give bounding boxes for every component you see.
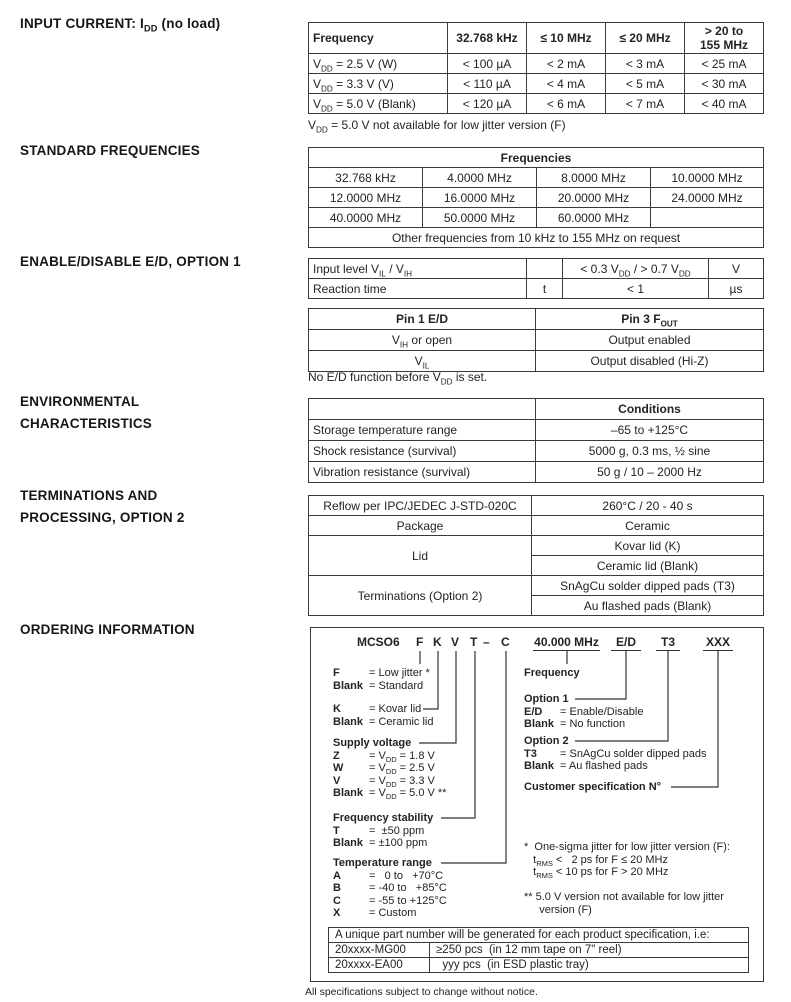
table-cell: $V_{DD} = 5.0$ V (Blank) bbox=[309, 94, 448, 114]
table-cell: 260°C / 20 - 40 s bbox=[532, 496, 764, 516]
table-row bbox=[309, 54, 764, 74]
table-cell: ≤ 10 MHz bbox=[527, 23, 606, 54]
legend-temp-range bbox=[333, 857, 447, 920]
diagram-line: F = Low jitter * bbox=[333, 667, 430, 679]
heading-input-current: INPUT CURRENT: $I_{DD}$ (no load) bbox=[20, 16, 221, 34]
table-row bbox=[309, 420, 764, 441]
legend-customer-spec bbox=[524, 781, 661, 794]
table-cell: 20.0000 MHz bbox=[537, 188, 651, 208]
table-cell bbox=[651, 208, 764, 228]
table-cell: 24.0000 MHz bbox=[651, 188, 764, 208]
part-number-stability-code: T bbox=[470, 635, 478, 649]
unique-part-number-table bbox=[328, 927, 749, 973]
table-row bbox=[309, 94, 764, 114]
table-cell: Reflow per IPC/JEDEC J-STD-020C bbox=[309, 496, 532, 516]
table-row bbox=[309, 496, 764, 516]
diagram-line: $t_{RMS} < 10$ ps for F > 20 MHz bbox=[524, 866, 669, 881]
table-cell: Pin 3 $F_{OUT}$ bbox=[536, 309, 764, 330]
table-row bbox=[329, 958, 749, 973]
diagram-line: Blank = No function bbox=[524, 718, 626, 731]
table-cell: ≥250 pcs (in 12 mm tape on 7" reel) bbox=[430, 943, 749, 958]
heading-terminations-2: PROCESSING, OPTION 2 bbox=[20, 510, 185, 525]
terminations-table bbox=[308, 495, 764, 616]
table-row bbox=[309, 259, 764, 279]
table-cell: < 0.3 $V_{DD}$ / > 0.7 $V_{DD}$ bbox=[563, 259, 709, 279]
table-cell: Conditions bbox=[536, 399, 764, 420]
legend-option2 bbox=[524, 735, 706, 773]
table-cell: Input level $V_{IL} / V_{IH}$ bbox=[309, 259, 527, 279]
diagram-line: Option 2 bbox=[524, 735, 569, 747]
footnote-5v bbox=[524, 891, 724, 916]
diagram-line: Option 1 bbox=[524, 693, 569, 705]
diagram-line: T3 = SnAgCu solder dipped pads bbox=[524, 747, 707, 760]
ordering-diagram-box bbox=[310, 627, 764, 982]
table-cell: < 7 mA bbox=[606, 94, 685, 114]
table-cell: Output disabled (Hi-Z) bbox=[536, 351, 764, 372]
standard-frequencies-table bbox=[308, 147, 764, 248]
part-number-prefix: MCSO6 bbox=[357, 635, 400, 649]
table-cell bbox=[527, 259, 563, 279]
diagram-line: Frequency stability bbox=[333, 812, 434, 824]
diagram-line: E/D = Enable/Disable bbox=[524, 705, 644, 718]
table-cell: 10.0000 MHz bbox=[651, 168, 764, 188]
part-number-dash: – bbox=[483, 635, 490, 649]
table-cell: 50 g / 10 – 2000 Hz bbox=[536, 462, 764, 483]
legend-frequency bbox=[524, 667, 580, 680]
input-current-note: $V_{DD} = 5.0$ V not available for low jitter version (F) bbox=[308, 118, 566, 135]
part-number-option2: T3 bbox=[656, 635, 680, 651]
table-cell: < 25 mA bbox=[685, 54, 764, 74]
table-cell: 8.0000 MHz bbox=[537, 168, 651, 188]
table-cell: > 20 to 155 MHz bbox=[685, 23, 764, 54]
diagram-line: ** 5.0 V version not available for low jitter bbox=[524, 891, 724, 903]
diagram-line: version (F) bbox=[524, 903, 592, 916]
heading-standard-frequencies: STANDARD FREQUENCIES bbox=[20, 143, 201, 158]
heading-terminations-1: TERMINATIONS AND bbox=[20, 488, 158, 503]
table-cell: Reaction time bbox=[309, 279, 527, 299]
table-cell: < 120 µA bbox=[448, 94, 527, 114]
table-row bbox=[309, 399, 764, 420]
table-cell: 4.0000 MHz bbox=[423, 168, 537, 188]
part-number-frequency: 40.000 MHz bbox=[534, 635, 599, 649]
table-cell: Output enabled bbox=[536, 330, 764, 351]
table-row bbox=[309, 462, 764, 483]
enable-disable-level-table bbox=[308, 258, 764, 299]
table-cell: Pin 1 E/D bbox=[309, 309, 536, 330]
diagram-line: T = ±50 ppm bbox=[333, 824, 425, 837]
table-row bbox=[309, 148, 764, 168]
diagram-line: $V = V_{DD} = 3.3$ V bbox=[333, 774, 435, 789]
heading-environmental-2: CHARACTERISTICS bbox=[20, 416, 153, 431]
table-cell: Package bbox=[309, 516, 532, 536]
table-cell: Terminations (Option 2) bbox=[309, 576, 532, 616]
part-number-temp-code: C bbox=[501, 635, 510, 649]
diagram-line: A = 0 to +70°C bbox=[333, 869, 444, 882]
table-cell: < 30 mA bbox=[685, 74, 764, 94]
table-row bbox=[309, 309, 764, 330]
table-cell: 60.0000 MHz bbox=[537, 208, 651, 228]
diagram-line: Temperature range bbox=[333, 857, 432, 869]
table-row bbox=[309, 330, 764, 351]
table-cell: < 110 µA bbox=[448, 74, 527, 94]
diagram-line: Blank = Standard bbox=[333, 679, 424, 692]
table-cell: < 2 mA bbox=[527, 54, 606, 74]
table-cell: Frequencies bbox=[309, 148, 764, 168]
part-number-option1: E/D bbox=[611, 635, 641, 651]
table-cell: Frequency bbox=[309, 23, 448, 54]
table-cell: Vibration resistance (survival) bbox=[309, 462, 536, 483]
table-cell: –65 to +125°C bbox=[536, 420, 764, 441]
diagram-line: Blank = $V_{DD} = 5.0$ V ** bbox=[333, 787, 447, 802]
table-cell: Ceramic lid (Blank) bbox=[532, 556, 764, 576]
diagram-line: B = -40 to +85°C bbox=[333, 882, 447, 895]
page-footer-disclaimer: All specifications subject to change without notice. bbox=[305, 986, 538, 998]
part-number-customer-spec: XXX bbox=[703, 635, 733, 651]
input-current-table bbox=[308, 22, 764, 114]
diagram-line: X = Custom bbox=[333, 907, 417, 920]
diagram-line: $W = V_{DD} = 2.5$ V bbox=[333, 762, 435, 777]
table-cell: < 1 bbox=[563, 279, 709, 299]
table-cell: < 40 mA bbox=[685, 94, 764, 114]
legend-jitter bbox=[333, 667, 430, 692]
table-row bbox=[309, 228, 764, 248]
table-cell: Au flashed pads (Blank) bbox=[532, 596, 764, 616]
table-cell: $V_{DD} = 2.5$ V (W) bbox=[309, 54, 448, 74]
diagram-line: Frequency bbox=[524, 667, 580, 679]
table-cell: Lid bbox=[309, 536, 532, 576]
table-row bbox=[309, 279, 764, 299]
table-cell: 32.768 kHz bbox=[448, 23, 527, 54]
table-row bbox=[309, 441, 764, 462]
diagram-line: Supply voltage bbox=[333, 737, 412, 749]
table-cell: Other frequencies from 10 kHz to 155 MHz on request bbox=[309, 228, 764, 248]
table-row bbox=[309, 23, 764, 54]
table-cell: < 6 mA bbox=[527, 94, 606, 114]
heading-enable-disable: ENABLE/DISABLE E/D, OPTION 1 bbox=[20, 254, 241, 269]
table-cell: 20xxxx-EA00 bbox=[329, 958, 430, 973]
diagram-line: Blank = Ceramic lid bbox=[333, 715, 434, 728]
table-cell bbox=[309, 399, 536, 420]
diagram-line: $t_{RMS} < 2$ ps for F ≤ 20 MHz bbox=[524, 853, 668, 868]
table-cell: < 3 mA bbox=[606, 54, 685, 74]
table-cell: Ceramic bbox=[532, 516, 764, 536]
table-cell: < 100 µA bbox=[448, 54, 527, 74]
heading-ordering-information: ORDERING INFORMATION bbox=[20, 622, 195, 637]
table-cell: 50.0000 MHz bbox=[423, 208, 537, 228]
table-cell: Storage temperature range bbox=[309, 420, 536, 441]
legend-freq-stability bbox=[333, 812, 433, 850]
table-cell: ≤ 20 MHz bbox=[606, 23, 685, 54]
table-cell: < 5 mA bbox=[606, 74, 685, 94]
part-number-lid-code: K bbox=[433, 635, 442, 649]
table-cell: $V_{IH}$ or open bbox=[309, 330, 536, 351]
table-row bbox=[309, 516, 764, 536]
table-cell: t bbox=[527, 279, 563, 299]
diagram-line: Customer specification N° bbox=[524, 781, 662, 793]
diagram-line: $Z = V_{DD} = 1.8$ V bbox=[333, 749, 435, 764]
diagram-line: * One-sigma jitter for low jitter version (F): bbox=[524, 841, 730, 853]
part-number-jitter-code: F bbox=[416, 635, 424, 649]
table-row bbox=[309, 576, 764, 596]
table-cell: $V_{IL}$ bbox=[309, 351, 536, 372]
table-cell: 20xxxx-MG00 bbox=[329, 943, 430, 958]
table-cell: Kovar lid (K) bbox=[532, 536, 764, 556]
enable-disable-note: No E/D function before $V_{DD}$ is set. bbox=[308, 370, 488, 387]
table-cell: µs bbox=[709, 279, 764, 299]
table-row bbox=[309, 351, 764, 372]
table-row bbox=[329, 943, 749, 958]
table-cell: 16.0000 MHz bbox=[423, 188, 537, 208]
footnote-jitter bbox=[524, 841, 730, 879]
diagram-line: C = -55 to +125°C bbox=[333, 894, 447, 907]
environmental-table bbox=[308, 398, 764, 483]
table-row bbox=[309, 188, 764, 208]
table-row bbox=[329, 928, 749, 943]
table-cell: $V_{DD} = 3.3$ V (V) bbox=[309, 74, 448, 94]
table-cell: yyy pcs (in ESD plastic tray) bbox=[430, 958, 749, 973]
table-cell: < 4 mA bbox=[527, 74, 606, 94]
table-cell: SnAgCu solder dipped pads (T3) bbox=[532, 576, 764, 596]
table-cell: 32.768 kHz bbox=[309, 168, 423, 188]
table-cell: 12.0000 MHz bbox=[309, 188, 423, 208]
legend-supply-voltage bbox=[333, 737, 446, 800]
diagram-line: Blank = Au flashed pads bbox=[524, 760, 648, 773]
table-cell: 40.0000 MHz bbox=[309, 208, 423, 228]
table-cell: 5000 g, 0.3 ms, ½ sine bbox=[536, 441, 764, 462]
table-row bbox=[309, 208, 764, 228]
table-row bbox=[309, 168, 764, 188]
part-number-voltage-code: V bbox=[451, 635, 460, 649]
diagram-line: Blank = ±100 ppm bbox=[333, 837, 428, 850]
table-row bbox=[309, 536, 764, 556]
heading-environmental-1: ENVIRONMENTAL bbox=[20, 394, 140, 409]
enable-disable-pin-table bbox=[308, 308, 764, 372]
table-cell: A unique part number will be generated for each product specification, i.e: bbox=[329, 928, 749, 943]
legend-lid bbox=[333, 703, 434, 728]
table-cell: Shock resistance (survival) bbox=[309, 441, 536, 462]
table-cell: V bbox=[709, 259, 764, 279]
diagram-line: K = Kovar lid bbox=[333, 703, 422, 715]
legend-option1 bbox=[524, 693, 643, 731]
table-row bbox=[309, 74, 764, 94]
